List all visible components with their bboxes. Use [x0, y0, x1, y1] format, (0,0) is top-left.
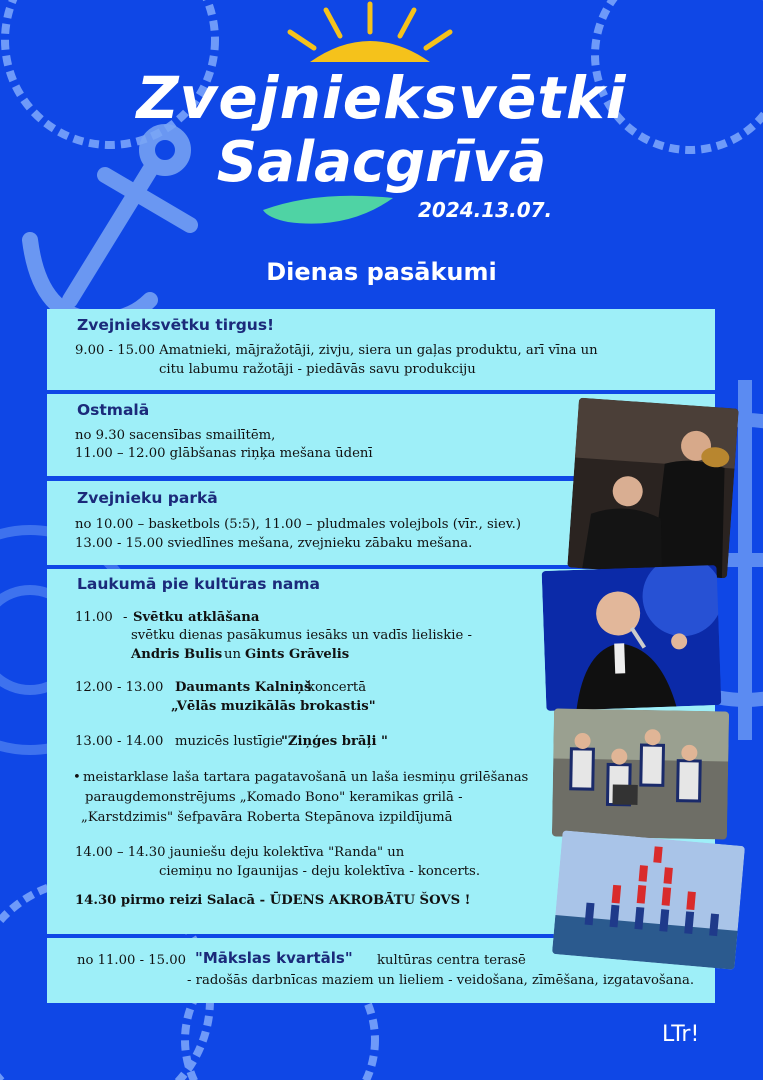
photo-singer — [542, 565, 722, 711]
event-line: meistarklase laša tartara pagatavošanā un laša iesmiņu grilēšanas — [83, 770, 529, 785]
photo-duo-singers — [567, 398, 738, 579]
title-line-2: Salacgrīvā — [216, 130, 547, 195]
section-line: 9.00 - 15.00 Amatnieki, mājražotāji, zivju, siera un gaļas produktu, arī vīna un — [75, 343, 598, 358]
event-time: 11.00 — [75, 610, 113, 625]
section-line: citu labumu ražotāji - piedāvās savu produkciju — [159, 362, 476, 377]
kvartals-place: kultūras centra terasē — [377, 953, 526, 968]
event-line: „Karstdzimis" šefpavāra Roberta Stepānova izpildījumā — [81, 810, 453, 825]
section-tirgus — [47, 309, 715, 390]
host-name: Andris Bulis — [131, 647, 223, 662]
section-title: Zvejnieksvētku tirgus! — [77, 316, 275, 334]
event-text: muzicēs lustīgie — [175, 734, 283, 749]
event-line: ciemiņu no Igaunijas - deju kolektīva - koncerts. — [159, 864, 481, 879]
sun-icon — [280, 0, 460, 70]
kvartals-time: no 11.00 - 15.00 — [77, 953, 186, 968]
section-title: Ostmalā — [77, 401, 150, 419]
artist-name: Daumants Kalniņš — [175, 680, 312, 695]
event-line: paraugdemonstrējums „Komado Bono" keramikas grilā - — [85, 790, 463, 805]
bullet: • — [73, 770, 81, 785]
photo-band — [552, 708, 729, 839]
event-title: Svētku atklāšana — [133, 610, 260, 625]
wave-icon — [258, 190, 398, 230]
event-time: 13.00 - 14.00 — [75, 734, 164, 749]
band-name: "Ziņģes brāļi " — [281, 734, 388, 749]
photo-water-acrobats — [552, 830, 745, 969]
kvartals-name: "Mākslas kvartāls" — [195, 949, 353, 967]
section-line: 11.00 – 12.00 glābšanas riņķa mešana ūdenī — [75, 446, 373, 461]
section-line: 13.00 - 15.00 sviedlīnes mešana, zvejnieku zābaku mešana. — [75, 536, 473, 551]
event-time: 12.00 - 13.00 — [75, 680, 164, 695]
host-and: un — [224, 647, 241, 662]
host-name: Gints Grāvelis — [245, 647, 350, 662]
event-highlight: 14.30 pirmo reizi Salacā - ŪDENS AKROBĀTU ŠOVS ! — [75, 893, 471, 908]
section-line: no 10.00 – basketbols (5:5), 11.00 – pludmales volejbols (vīr., siev.) — [75, 517, 521, 532]
organizer-logo: LTr! — [662, 1022, 700, 1047]
kvartals-desc: - radošās darbnīcas maziem un lieliem - veidošana, zīmēšana, izgatavošana. — [187, 973, 695, 988]
title-line-1: Zvejnieksvētki — [136, 64, 627, 132]
event-desc: svētku dienas pasākumus iesāks un vadīs lieliskie - — [131, 628, 472, 643]
show-name: „Vēlās muzikālās brokastis" — [171, 699, 376, 714]
section-title: Zvejnieku parkā — [77, 489, 218, 507]
page-subtitle: Dienas pasākumi — [266, 258, 497, 286]
section-line: no 9.30 sacensības smailītēm, — [75, 428, 276, 443]
event-date: 2024.13.07. — [418, 198, 553, 222]
event-word: koncertā — [307, 680, 367, 695]
event-line: 14.00 – 14.30 jauniešu deju kolektīva "Randa" un — [75, 845, 405, 860]
section-title: Laukumā pie kultūras nama — [77, 575, 320, 593]
event-dash: - — [123, 610, 128, 625]
